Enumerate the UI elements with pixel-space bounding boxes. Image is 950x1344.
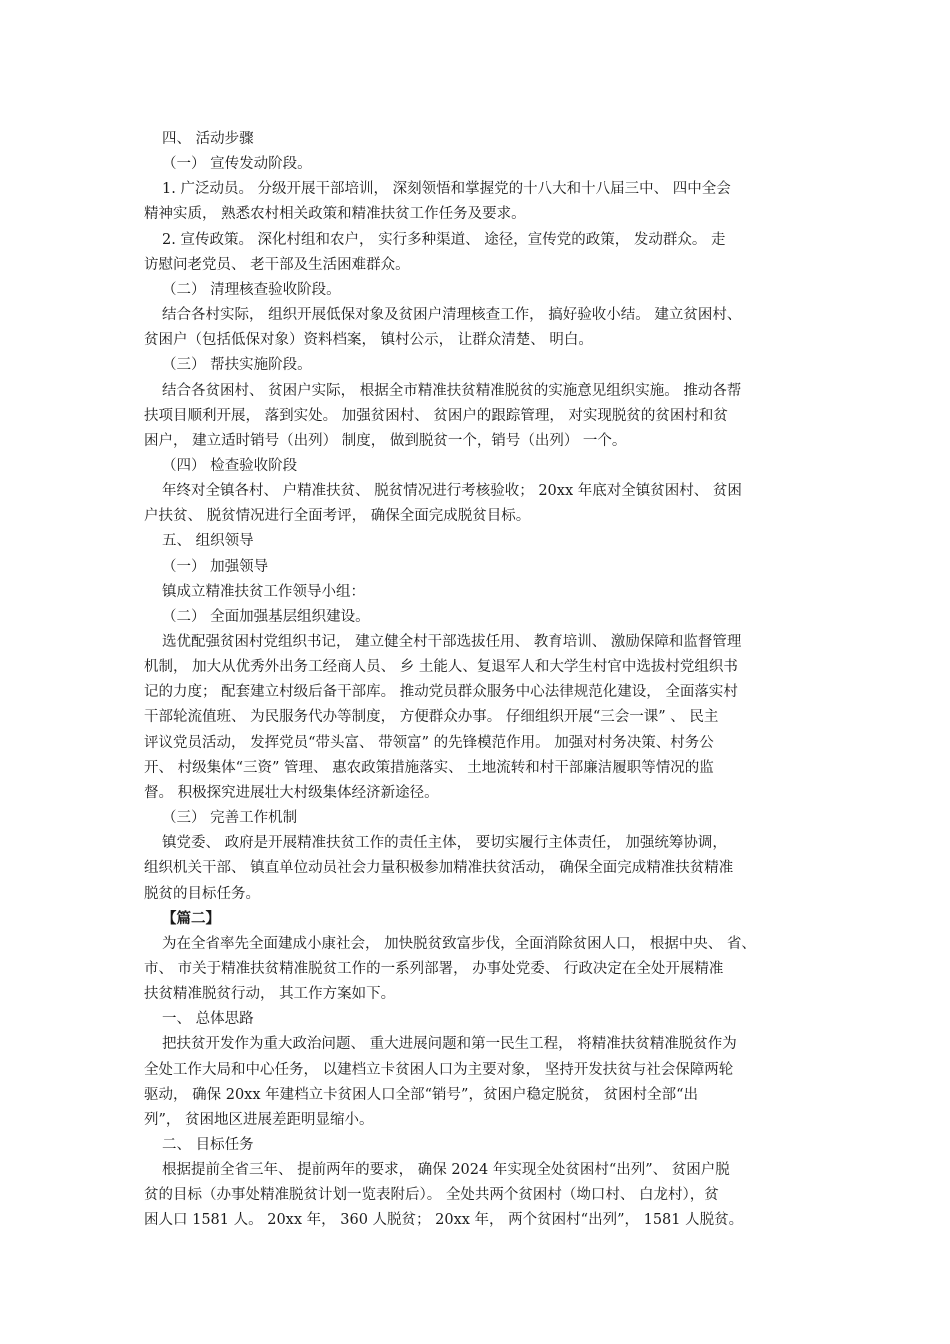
text-line: 贫的目标（办事处精准脱贫计划一览表附后）。 全处共两个贫困村（坳口村、 白龙村），贫 [144,1187,719,1204]
text-line: 1. 广泛动员。 分级开展干部培训， 深刻领悟和掌握党的十八大和十八届三中、 四中全会 [162,181,731,198]
text-line: 市、 市关于精准扶贫精准脱贫工作的一系列部署， 办事处党委、 行政决定在全处开展精准 [144,960,724,977]
text-line: （二） 全面加强基层组织建设。 [162,608,370,625]
text-line: 干部轮流值班、 为民服务代办等制度， 方便群众办事。 仔细组织开展“三会一课” 、 民主 [144,709,719,726]
text-line: 评议党员活动， 发挥党员“带头富、 带领富” 的先锋模范作用。 加强对村务决策、村务公 [144,734,714,751]
text-line: 镇成立精准扶贫工作领导小组： [162,583,365,600]
text-line: 全处工作大局和中心任务， 以建档立卡贫困人口为主要对象， 坚持开发扶贫与社会保障两轮 [144,1061,734,1078]
text-line: 结合各贫困村、 贫困户实际， 根据全市精准扶贫精准脱贫的实施意见组织实施。 推动各帮 [162,382,742,399]
text-line: 驱动， 确保 20xx 年建档立卡贫困人口全部“销号”，贫困户稳定脱贫， 贫困村全部“出 [144,1086,698,1103]
text-line: 二、 目标任务 [162,1137,254,1153]
text-line: 访慰问老党员、 老干部及生活困难群众。 [144,256,410,273]
text-line: 扶贫精准脱贫行动， 其工作方案如下。 [144,986,396,1003]
text-line: 困人口 1581 人。 20xx 年， 360 人脱贫； 20xx 年， 两个贫困村“出列”， 1581 人脱贫。 [144,1212,744,1229]
text-line: 把扶贫开发作为重大政治问题、 重大进展问题和第一民生工程， 将精准扶贫精准脱贫作为 [162,1036,737,1053]
text-line: 五、 组织领导 [162,533,254,550]
text-line: 列”， 贫困地区进展差距明显缩小。 [144,1111,374,1128]
text-line: （三） 帮扶实施阶段。 [162,357,312,374]
text-line: 根据提前全省三年、 提前两年的要求， 确保 2024 年实现全处贫困村“出列”、 贫困户脱 [162,1162,730,1179]
text-line: 开、 村级集体“三资” 管理、 惠农政策措施落实、 土地流转和村干部廉洁履职等情况的监 [144,759,714,776]
text-line: （四） 检查验收阶段 [162,457,298,474]
text-line: 选优配强贫困村党组织书记， 建立健全村干部选拔任用、 教育培训、 激励保障和监督管理 [162,634,742,650]
text-line: （二） 清理核查验收阶段。 [162,281,341,298]
text-line: 为在全省率先全面建成小康社会， 加快脱贫致富步伐，全面消除贫困人口， 根据中央、 省、 [162,935,756,952]
text-line: （一） 宣传发动阶段。 [162,156,312,173]
text-line: 组织机关干部、 镇直单位动员社会力量积极参加精准扶贫活动， 确保全面完成精准扶贫精准 [144,860,734,877]
text-line: 结合各村实际， 组织开展低保对象及贫困户清理核查工作， 搞好验收小结。 建立贫困村、 [162,307,742,324]
text-line: 扶项目顺利开展， 落到实处。 加强贫困村、 贫困户的跟踪管理， 对实现脱贫的贫困村和贫 [144,407,728,424]
text-line: 年终对全镇各村、 户精准扶贫、 脱贫情况进行考核验收； 20xx 年底对全镇贫困村、 贫困 [162,483,742,500]
text-line: 贫困户（包括低保对象）资料档案， 镇村公示， 让群众清楚、 明白。 [144,332,593,349]
text-line: 2. 宣传政策。 深化村组和农户， 实行多种渠道、 途径，宣传党的政策， 发动群众。 走 [162,231,726,248]
text-line: 一、 总体思路 [162,1011,254,1028]
text-line: 四、 活动步骤 [162,131,254,147]
text-line: 精神实质， 熟悉农村相关政策和精准扶贫工作任务及要求。 [144,206,526,223]
text-line: 督。 积极探究进展壮大村级集体经济新途径。 [144,784,439,801]
text-line: 脱贫的目标任务。 [144,885,260,902]
text-line: （一） 加强领导 [162,558,269,575]
text-line: 记的力度； 配套建立村级后备干部库。 推动党员群众服务中心法律规范化建设， 全面落实村 [144,684,738,701]
text-line: （三） 完善工作机制 [162,810,298,827]
text-line: 户扶贫、 脱贫情况进行全面考评， 确保全面完成脱贫目标。 [144,508,531,525]
text-line: 镇党委、 政府是开展精准扶贫工作的责任主体， 要切实履行主体责任， 加强统筹协调， [162,835,727,852]
text-line: 机制， 加大从优秀外出务工经商人员、 乡 土能人、复退军人和大学生村官中选拔村党组织书 [144,659,738,676]
text-line: 【篇二】 [162,909,220,927]
text-line: 困户， 建立适时销号（出列） 制度， 做到脱贫一个，销号（出列） 一个。 [144,432,627,449]
